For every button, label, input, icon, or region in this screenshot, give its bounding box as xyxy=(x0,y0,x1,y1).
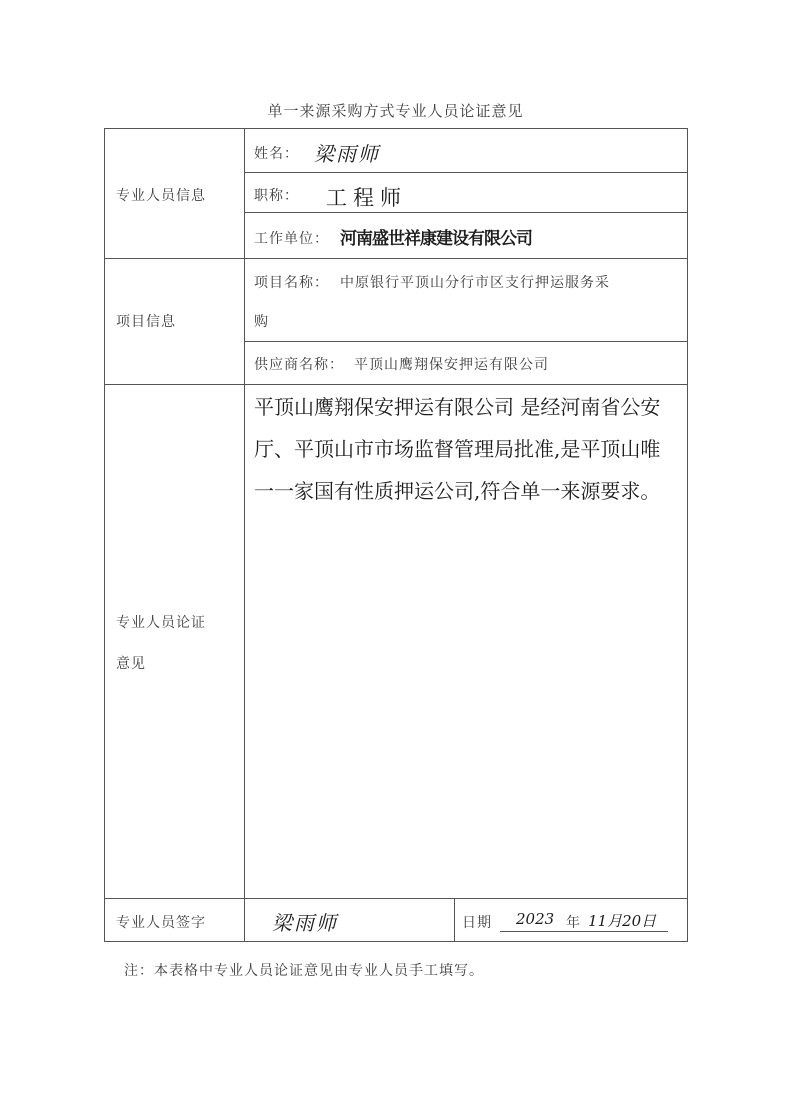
opinion-label-cont: 意见 xyxy=(116,656,146,672)
table-border-top xyxy=(104,128,688,129)
date-year: 2023 xyxy=(516,910,555,928)
column-divider xyxy=(454,898,455,942)
date-underline xyxy=(500,931,668,932)
org-label: 工作单位： xyxy=(254,231,329,247)
table-border-left xyxy=(104,128,105,942)
date-label: 日期 xyxy=(462,915,492,931)
column-divider xyxy=(244,128,245,942)
supplier-label: 供应商名称： xyxy=(254,357,344,373)
table-border-right xyxy=(687,128,688,942)
title-handwritten: 工程师 xyxy=(326,186,407,210)
supplier-value: 平顶山鹰翔保安押运有限公司 xyxy=(354,357,549,373)
row-divider xyxy=(244,212,688,213)
name-label: 姓名： xyxy=(254,146,299,162)
row-divider xyxy=(244,172,688,173)
signature-handwritten: 梁雨师 xyxy=(272,911,338,935)
document-title: 单一来源采购方式专业人员论证意见 xyxy=(267,102,524,120)
org-handwritten: 河南盛世祥康建设有限公司 xyxy=(340,229,532,249)
section-divider xyxy=(104,258,688,259)
opinion-label: 专业人员论证 xyxy=(116,615,206,631)
table-border-bottom xyxy=(104,941,688,942)
project-info-label: 项目信息 xyxy=(116,314,176,330)
row-divider xyxy=(244,341,688,342)
signature-label: 专业人员签字 xyxy=(116,915,206,931)
section-divider xyxy=(104,898,688,899)
date-year-unit: 年 xyxy=(566,915,581,931)
project-name-value-cont: 购 xyxy=(254,314,269,330)
project-name-label: 项目名称： xyxy=(254,275,329,291)
date-month-day: 11月20日 xyxy=(588,912,657,930)
opinion-handwritten: 平顶山鹰翔保安押运有限公司 是经河南省公安厅、平顶山市市场监督管理局批准,是平顶山唯一一家国有性质押运公司,符合单一来源要求。 xyxy=(254,395,661,503)
form-note: 注：本表格中专业人员论证意见由专业人员手工填写。 xyxy=(124,963,484,979)
name-handwritten: 梁雨师 xyxy=(314,142,380,166)
title-label: 职称： xyxy=(254,188,299,204)
form-table xyxy=(104,128,688,942)
expert-info-label: 专业人员信息 xyxy=(116,188,206,204)
section-divider xyxy=(104,384,688,385)
project-name-value: 中原银行平顶山分行市区支行押运服务采 xyxy=(340,275,610,291)
